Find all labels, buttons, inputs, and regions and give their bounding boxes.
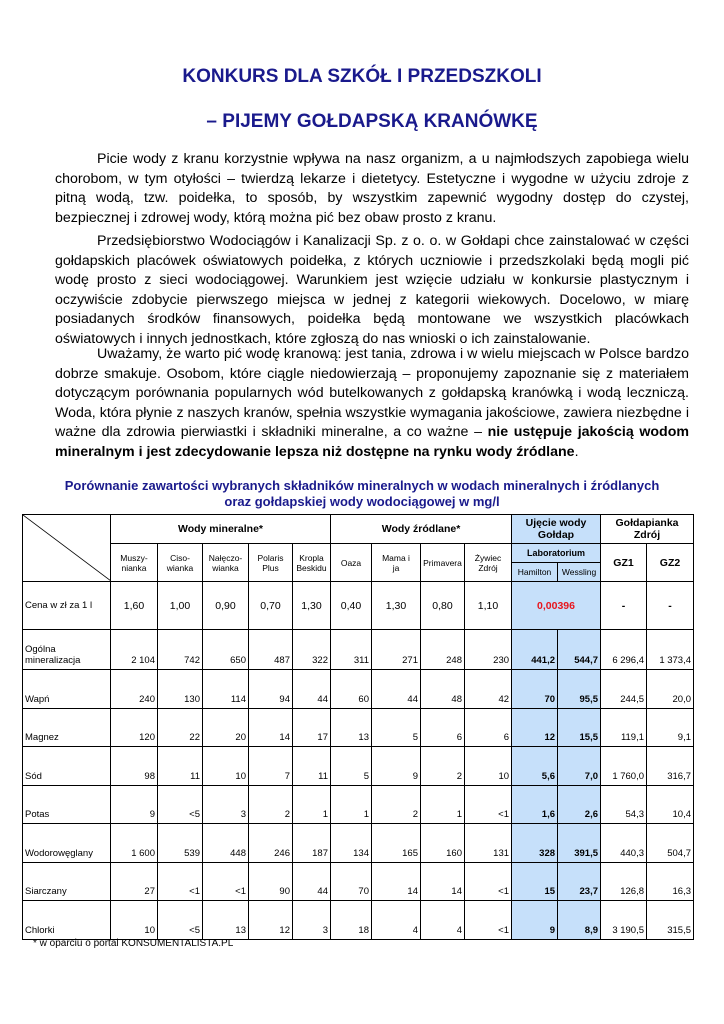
table-cell: 20 <box>203 708 249 747</box>
table-cell: 4 <box>421 901 465 940</box>
table-cell: 187 <box>293 824 331 863</box>
table-cell: 10 <box>111 901 158 940</box>
header-laboratory: Laboratorium <box>512 544 601 563</box>
table-cell: 119,1 <box>601 708 647 747</box>
table-cell: 126,8 <box>601 862 647 901</box>
table-cell: 440,3 <box>601 824 647 863</box>
row-label: Wapń <box>23 670 111 709</box>
table-cell: 10,4 <box>647 785 694 824</box>
row-label: Chlorki <box>23 901 111 940</box>
table-cell: 448 <box>203 824 249 863</box>
table-cell: <1 <box>465 862 512 901</box>
document-title-line1: KONKURS DLA SZKÓŁ I PRZEDSZKOLI <box>182 66 542 87</box>
table-cell: 230 <box>465 630 512 670</box>
table-cell: 14 <box>372 862 421 901</box>
column-header: Kropla Beskidu <box>293 544 331 582</box>
table-cell: 2 <box>421 747 465 786</box>
table-cell: 1 760,0 <box>601 747 647 786</box>
table-cell: 9,1 <box>647 708 694 747</box>
table-cell: 539 <box>158 824 203 863</box>
row-label: Cena w zł za 1 l <box>23 582 111 630</box>
table-cell: 1 <box>421 785 465 824</box>
price-cell: 0,80 <box>421 582 465 630</box>
table-cell: 487 <box>249 630 293 670</box>
document-title-line2: – PIJEMY GOŁDAPSKĄ KRANÓWKĘ <box>206 111 538 132</box>
table-row <box>23 862 694 901</box>
table-cell: 5 <box>372 708 421 747</box>
table-cell: <1 <box>465 901 512 940</box>
table-cell: 22 <box>158 708 203 747</box>
table-cell: 70 <box>512 670 558 709</box>
table-cell: 120 <box>111 708 158 747</box>
paragraph-company: Przedsiębiorstwo Wodociągów i Kanalizacji Sp. z o. o. w Gołdapi chce zainstalować w części gołdapskich placówek oświatowych poidełka, z których uczniowie i przedszkolaki będą mogli pić wodę prosto z sieci wodociągowej. Warunkiem jest wzięcie udziału w konkursie plastycznym i oczywiście zdobycie pierwszego miejsca w jednej z kategorii wiekowych. Docelowo, w miarę posiadanych środków finansowych, poidełka będą montowane we wszystkich placówkach oświatowych i innych jednostkach, które zgłoszą do nas wnioski o ich zainstalowanie. <box>55 233 689 347</box>
table-cell: 60 <box>331 670 372 709</box>
price-cell: 0,70 <box>249 582 293 630</box>
table-row <box>23 630 694 670</box>
row-label: Sód <box>23 747 111 786</box>
column-header: GZ1 <box>601 544 647 582</box>
table-row <box>23 670 694 709</box>
table-cell: 42 <box>465 670 512 709</box>
table-cell: 160 <box>421 824 465 863</box>
row-label: Magnez <box>23 708 111 747</box>
corner-cell <box>23 515 111 582</box>
table-cell: 391,5 <box>558 824 601 863</box>
table-cell: 134 <box>331 824 372 863</box>
table-cell: 3 <box>293 901 331 940</box>
paragraph-end: . <box>574 443 579 460</box>
price-cell-goldap: 0,00396 <box>512 582 601 630</box>
table-cell: 246 <box>249 824 293 863</box>
table-cell: 6 <box>421 708 465 747</box>
table-cell: <1 <box>203 862 249 901</box>
table-cell: <1 <box>158 862 203 901</box>
table-row <box>23 824 694 863</box>
table-cell: 94 <box>249 670 293 709</box>
table-cell: 11 <box>293 747 331 786</box>
table-cell: 98 <box>111 747 158 786</box>
header-spring-waters: Wody źródlane* <box>331 515 512 544</box>
table-cell: 544,7 <box>558 630 601 670</box>
table-cell: 240 <box>111 670 158 709</box>
price-cell: 1,30 <box>293 582 331 630</box>
table-cell: 316,7 <box>647 747 694 786</box>
table-cell: 742 <box>158 630 203 670</box>
table-cell: 16,3 <box>647 862 694 901</box>
table-cell: 70 <box>331 862 372 901</box>
table-cell: 1 600 <box>111 824 158 863</box>
table-cell: 3 190,5 <box>601 901 647 940</box>
table-cell: 2 <box>249 785 293 824</box>
caption-line2: oraz gołdapskiej wody wodociągowej w mg/l <box>224 494 500 509</box>
column-header: Oaza <box>331 544 372 582</box>
table-cell: 7,0 <box>558 747 601 786</box>
column-header: Primavera <box>421 544 465 582</box>
table-cell: 7 <box>249 747 293 786</box>
price-cell: - <box>601 582 647 630</box>
table-cell: <5 <box>158 785 203 824</box>
table-cell: 20,0 <box>647 670 694 709</box>
table-cell: 2 <box>372 785 421 824</box>
table-cell: <1 <box>465 785 512 824</box>
price-cell: 1,10 <box>465 582 512 630</box>
row-label: Ogólna mineralizacja <box>23 630 111 670</box>
paragraph-intro: Picie wody z kranu korzystnie wpływa na nasz organizm, a u najmłodszych zapobiega wielu chorobom, w tym otyłości – twierdzą lekarze i dietetycy. Estetyczne i wygodne w użyciu zdroje z pitną wodą, tzw. poidełka, to sposób, by wszystkim zapewnić wygodny dostęp do czystej, bezpiecznej i zdrowej wody, którą można pić bez obaw prosto z kranu. <box>55 151 689 226</box>
header-goldap-intake: Ujęcie wody Gołdap <box>512 515 601 544</box>
table-row <box>23 747 694 786</box>
paragraph-bold-text: nie ustępuje jakością wodom mineralnym i jest zdecydowanie lepsza niż dostępne na rynku wody źródlane <box>55 424 689 460</box>
column-header: Hamilton <box>512 563 558 582</box>
paragraph-conclusion <box>55 345 689 462</box>
table-cell: 1 <box>293 785 331 824</box>
table-cell: 4 <box>372 901 421 940</box>
table-cell: 5,6 <box>512 747 558 786</box>
table-cell: 328 <box>512 824 558 863</box>
column-header: Polaris Plus <box>249 544 293 582</box>
column-header: Ciso- wianka <box>158 544 203 582</box>
table-cell: 13 <box>331 708 372 747</box>
table-cell: 6 296,4 <box>601 630 647 670</box>
table-cell: 18 <box>331 901 372 940</box>
table-cell: 271 <box>372 630 421 670</box>
table-cell: 1,6 <box>512 785 558 824</box>
comparison-table <box>22 514 694 940</box>
price-cell: 0,40 <box>331 582 372 630</box>
table-cell: 1 <box>331 785 372 824</box>
table-cell: 13 <box>203 901 249 940</box>
table-cell: 3 <box>203 785 249 824</box>
caption-line1: Porównanie zawartości wybranych składników mineralnych w wodach mineralnych i źródlanych <box>64 478 660 493</box>
paragraph-text: Uważamy, że warto pić wodę kranową: jest tania, zdrowa i w wielu miejscach w Polsce bardzo dobrze smakuje. Osobom, które ciągle niedowierzają – proponujemy zapoznanie się z materiałem dotyczącym porównania popularnych wód butelkowanych z gołdapską kranówką i wodą leczniczą. Woda, która płynie z naszych kranów, spełnia wszystkie wymagania jakościowe, zawiera niezbędne i ważne dla zdrowia pierwiastki i składniki mineralne, a co ważne – <box>55 346 689 440</box>
table-cell: 10 <box>465 747 512 786</box>
row-label: Wodorowęglany <box>23 824 111 863</box>
table-cell: 244,5 <box>601 670 647 709</box>
price-cell: 0,90 <box>203 582 249 630</box>
table-cell: 322 <box>293 630 331 670</box>
table-cell: 15 <box>512 862 558 901</box>
table-caption <box>30 478 694 510</box>
table-cell: 44 <box>293 670 331 709</box>
table-cell: 8,9 <box>558 901 601 940</box>
table-cell: 1 373,4 <box>647 630 694 670</box>
table-cell: 44 <box>372 670 421 709</box>
column-header: Mama i ja <box>372 544 421 582</box>
table-cell: 14 <box>421 862 465 901</box>
column-header: Żywiec Zdrój <box>465 544 512 582</box>
table-cell: 9 <box>372 747 421 786</box>
table-cell: 23,7 <box>558 862 601 901</box>
table-cell: 504,7 <box>647 824 694 863</box>
table-cell: 2,6 <box>558 785 601 824</box>
table-cell: 90 <box>249 862 293 901</box>
table-cell: 48 <box>421 670 465 709</box>
row-label: Siarczany <box>23 862 111 901</box>
footnote: * w oparciu o portal KONSUMENTALISTA.PL <box>33 938 234 949</box>
table-cell: 10 <box>203 747 249 786</box>
price-cell: 1,30 <box>372 582 421 630</box>
price-cell: - <box>647 582 694 630</box>
table-cell: 315,5 <box>647 901 694 940</box>
header-mineral-waters: Wody mineralne* <box>111 515 331 544</box>
diagonal-line <box>23 515 111 581</box>
column-header: Muszy- nianka <box>111 544 158 582</box>
column-header: GZ2 <box>647 544 694 582</box>
row-label: Potas <box>23 785 111 824</box>
table-cell: 130 <box>158 670 203 709</box>
table-cell: 12 <box>512 708 558 747</box>
table-cell: 12 <box>249 901 293 940</box>
table-cell: 441,2 <box>512 630 558 670</box>
table-cell: 9 <box>512 901 558 940</box>
table-cell: 114 <box>203 670 249 709</box>
table-cell: 2 104 <box>111 630 158 670</box>
column-header: Wessling <box>558 563 601 582</box>
table-cell: 27 <box>111 862 158 901</box>
column-header: Nałęczo- wianka <box>203 544 249 582</box>
table-cell: 650 <box>203 630 249 670</box>
table-cell: 17 <box>293 708 331 747</box>
table-cell: 248 <box>421 630 465 670</box>
table-cell: 6 <box>465 708 512 747</box>
table-cell: 131 <box>465 824 512 863</box>
table-cell: 15,5 <box>558 708 601 747</box>
table-cell: 44 <box>293 862 331 901</box>
table-row <box>23 901 694 940</box>
price-cell: 1,00 <box>158 582 203 630</box>
table-row <box>23 785 694 824</box>
table-cell: 95,5 <box>558 670 601 709</box>
table-cell: 5 <box>331 747 372 786</box>
table-cell: 54,3 <box>601 785 647 824</box>
table-cell: 165 <box>372 824 421 863</box>
table-cell: 9 <box>111 785 158 824</box>
table-cell: 14 <box>249 708 293 747</box>
table-cell: <5 <box>158 901 203 940</box>
price-cell: 1,60 <box>111 582 158 630</box>
table-cell: 311 <box>331 630 372 670</box>
table-row <box>23 708 694 747</box>
table-cell: 11 <box>158 747 203 786</box>
header-goldapianka: Gołdapianka Zdrój <box>601 515 694 544</box>
